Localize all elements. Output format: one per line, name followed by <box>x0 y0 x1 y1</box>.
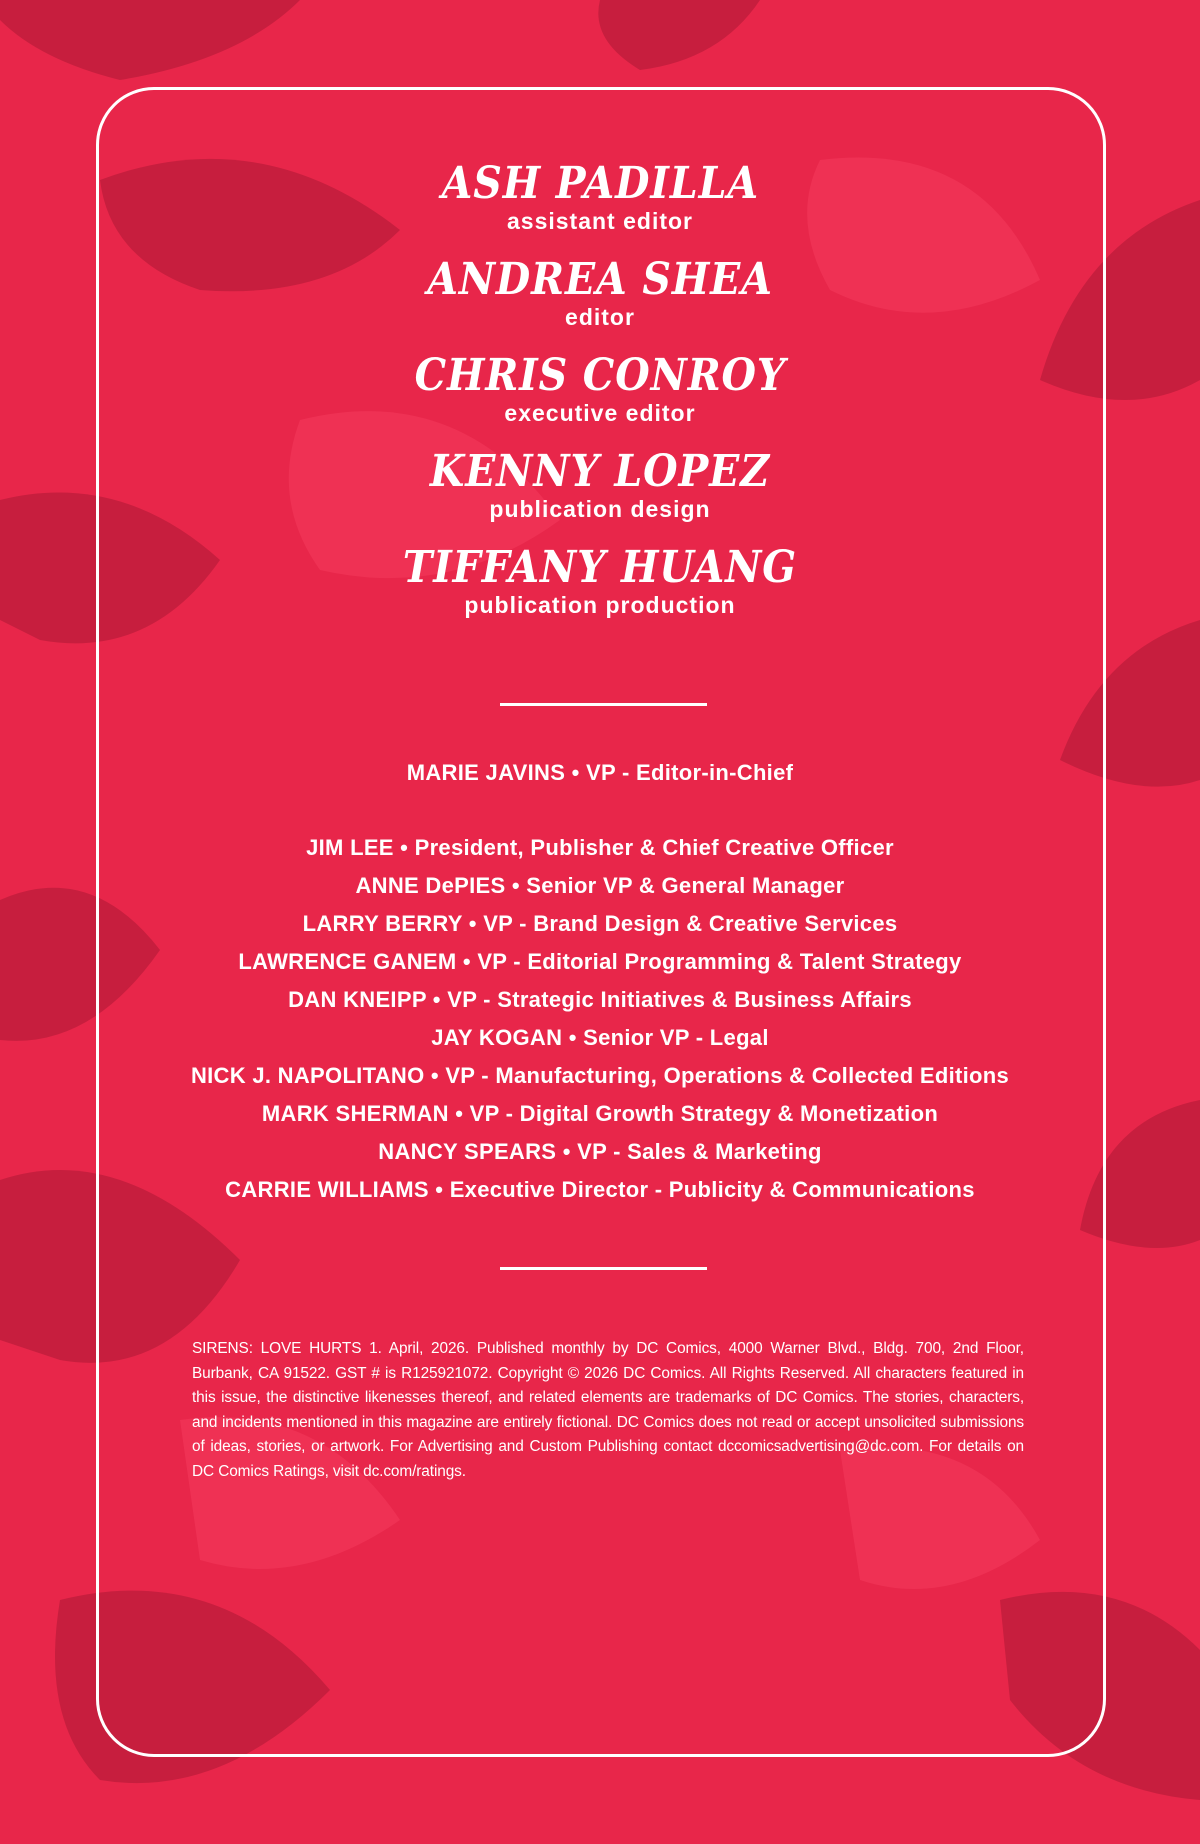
exec-line: JIM LEE • President, Publisher & Chief Creative Officer <box>306 835 894 860</box>
credit-name: ASH PADILLA <box>441 158 759 209</box>
exec-line: LARRY BERRY • VP - Brand Design & Creative Services <box>302 911 898 936</box>
credit-name: ANDREA SHEA <box>427 254 773 305</box>
editor-in-chief <box>0 754 1200 792</box>
exec-line: CARRIE WILLIAMS • Executive Director - Publicity & Communications <box>225 1177 975 1202</box>
credit-entry <box>0 256 1200 330</box>
credit-role: assistant editor <box>507 208 693 234</box>
credit-role: publication design <box>489 496 711 522</box>
exec-line: NANCY SPEARS • VP - Sales & Marketing <box>378 1139 822 1164</box>
credit-name: CHRIS CONROY <box>414 350 786 401</box>
credit-entry <box>0 160 1200 234</box>
credit-name: TIFFANY HUANG <box>402 542 798 593</box>
exec-line: NICK J. NAPOLITANO • VP - Manufacturing, Operations & Collected Editions <box>190 1063 1010 1088</box>
exec-line: LAWRENCE GANEM • VP - Editorial Programming & Talent Strategy <box>238 949 962 974</box>
credit-role: publication production <box>464 592 736 618</box>
divider-rule <box>500 703 707 706</box>
exec-line: JAY KOGAN • Senior VP - Legal <box>431 1025 769 1050</box>
exec-line: DAN KNEIPP • VP - Strategic Initiatives & Business Affairs <box>288 987 912 1012</box>
credit-role: executive editor <box>504 400 696 426</box>
credit-entry <box>0 448 1200 522</box>
credit-name: KENNY LOPEZ <box>429 446 771 497</box>
credit-role: editor <box>565 304 635 330</box>
executive-list <box>0 829 1200 1209</box>
credit-entry <box>0 544 1200 618</box>
legal-indicia: SIRENS: LOVE HURTS 1. April, 2026. Published monthly by DC Comics, 4000 Warner Blvd., Bldg. 700, 2nd Floor, Burbank, CA 91522. GST # is R125921072. Copyright © 2026 DC Comics. All Rights Reserved. All characters featured in this issue, the distinctive likenesses thereof, and related elements are trademarks of DC Comics. The stories, characters, and incidents mentioned in this magazine are entirely fictional. DC Comics does not read or accept unsolicited submissions of ideas, stories, or artwork. For Advertising and Custom Publishing contact dccomicsadvertising@dc.com. For details on DC Comics Ratings, visit dc.com/ratings. <box>192 1340 1024 1480</box>
divider-rule <box>500 1267 707 1270</box>
credits-block <box>0 160 1200 640</box>
exec-line: MARK SHERMAN • VP - Digital Growth Strategy & Monetization <box>261 1101 939 1126</box>
credit-entry <box>0 352 1200 426</box>
exec-line: ANNE DePIES • Senior VP & General Manager <box>355 873 845 898</box>
exec-line: MARIE JAVINS • VP - Editor-in-Chief <box>406 760 794 785</box>
